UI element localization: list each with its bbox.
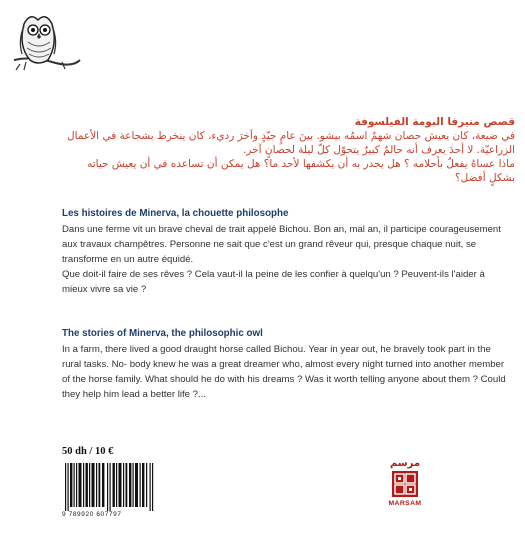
isbn-number: 9 789920 607797 [62,511,122,518]
owl-illustration-icon [12,10,82,72]
french-section [62,208,512,297]
arabic-paragraph-1: في ضيعة، كان يعيش حصان شهمٌ اسمُه بيشو. بينَ عامٍ جيّدٍ وآخرَ رديء، كان ينخرط بشجاعة في الأعمال الزراعيّة. لا أحدَ يعرف أنه حالمٌ كبيرٌ يتحوّل كلّ ليلة لحصانٍ آخر. [67,130,515,156]
french-title: Les histoires de Minerva, la chouette philosophe [62,208,289,219]
barcode-icon [62,461,157,511]
arabic-title: قصص منيرفا البومة الفيلسوفة [354,116,515,128]
english-section [62,328,512,402]
arabic-paragraph-2: ماذا عساهُ يفعلُ بأحلامه ؟ هل يجدر به أن يكشفها لأحد ما؟ هل يمكن أن تساعده في أن يعيش حياته بشكلٍ أفضل؟ [87,158,515,184]
english-title: The stories of Minerva, the philosophic owl [62,328,263,339]
french-paragraph-2: Que doit-il faire de ses rêves ? Cela vaut-il la peine de les confier à quelqu'un ? Peuvent-ils l'aider à mieux vivre sa vie ? [62,269,485,295]
marsam-logo-icon [389,456,421,500]
arabic-section [60,116,515,186]
price-label: 50 dh / 10 € [62,446,114,457]
english-paragraph: In a farm, there lived a good draught horse called Bichou. Year in year out, he bravely took part in the rural tasks. No- body knew he was a great dreamer who, almost every night turned into another member of the horse family. What should he do with his dreams ? Was it worth telling anyone about them ? Could they help him lead a better life ?... [62,344,506,400]
french-paragraph-1: Dans une ferme vit un brave cheval de trait appelé Bichou. Bon an, mal an, il participe courageusement aux travaux champêtres. Personne ne sait que c'est un grand rêveur qui, presque chaque nuit, se transforme en un autre équidé. [62,224,501,265]
svg-text:مرسم: مرسم [389,458,421,469]
publisher-name: MARSAM [388,500,422,507]
